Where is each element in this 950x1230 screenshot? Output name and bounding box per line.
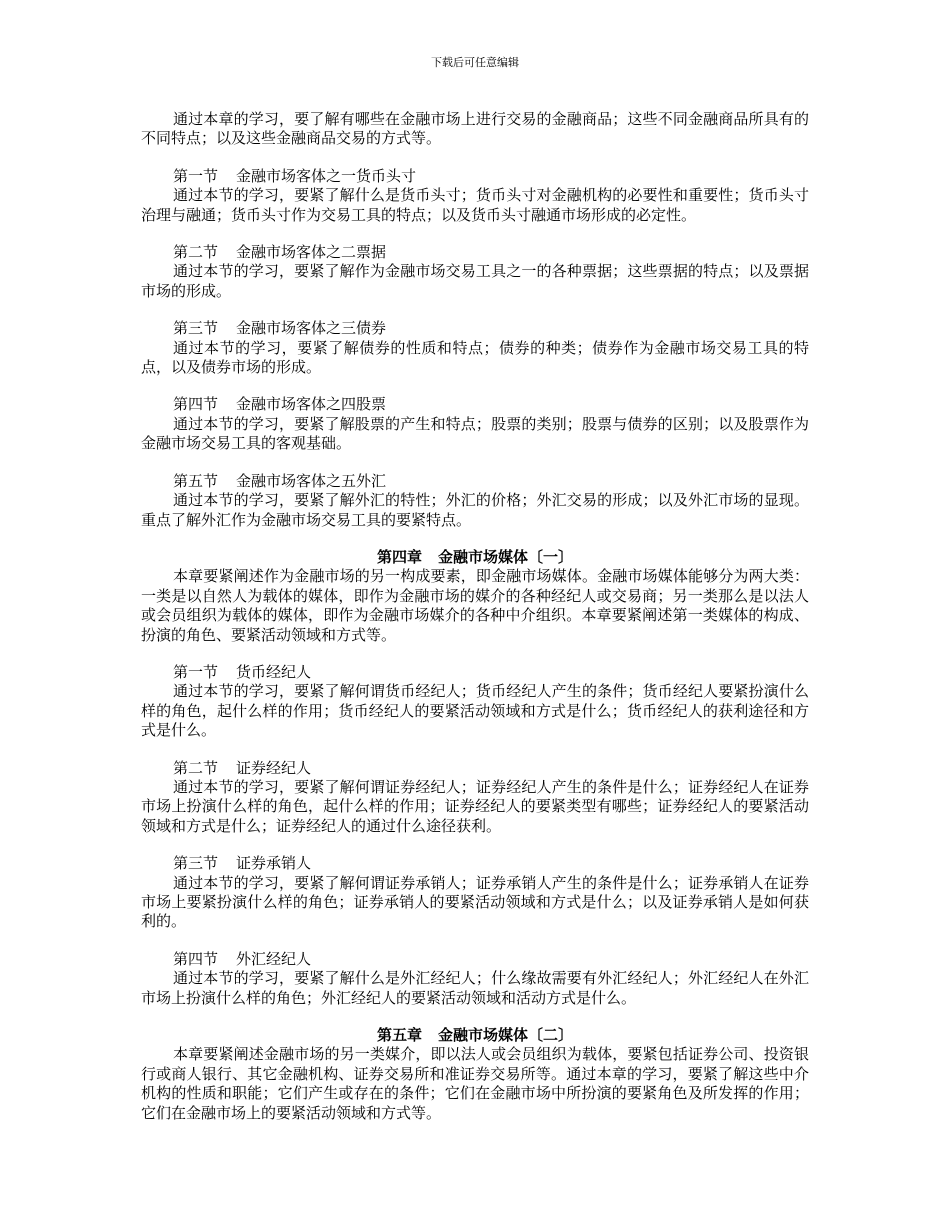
chapter-number: 第五章 bbox=[376, 1026, 422, 1045]
section-text: 通过本节的学习，要紧了解什么是货币头寸；货币头寸对金融机构的必要性和重要性；货币头寸治理与融通；货币头寸作为交易工具的特点；以及货币头寸融通市场形成的必定性。 bbox=[141, 186, 809, 224]
section-number: 第一节 bbox=[173, 662, 219, 681]
ch4-section-4 bbox=[141, 950, 809, 1008]
section-text: 通过本节的学习，要紧了解债券的性质和特点；债券的种类；债券作为金融市场交易工具的特点，以及债券市场的形成。 bbox=[141, 338, 809, 377]
section-name: 货币经纪人 bbox=[236, 662, 312, 681]
section-text: 通过本节的学习，要紧了解何谓证券承销人；证券承销人产生的条件是什么；证券承销人在证券市场上要紧扮演什么样的角色；证券承销人的要紧活动领域和方式是什么；以及证券承销人是如何获利的。 bbox=[141, 873, 809, 931]
section-number: 第二节 bbox=[173, 758, 219, 777]
document-body bbox=[141, 110, 809, 1123]
ch4-section-1 bbox=[141, 663, 809, 741]
section-title bbox=[141, 395, 809, 414]
section-text: 通过本节的学习，要紧了解股票的产生和特点；股票的类别；股票与债券的区别；以及股票作为金融市场交易工具的客观基础。 bbox=[141, 414, 809, 453]
section-name: 证券经纪人 bbox=[236, 758, 312, 777]
section-name: 证券承销人 bbox=[236, 854, 312, 873]
section-text: 通过本节的学习，要紧了解何谓证券经纪人；证券经纪人产生的条件是什么；证券经纪人在证券市场上扮演什么样的角色，起什么样的作用；证券经纪人的要紧类型有哪些；证券经纪人的要紧活动领域和方式是什么；证券经纪人的通过什么途径获利。 bbox=[141, 777, 809, 835]
section-title bbox=[141, 663, 809, 682]
chapter5-title bbox=[141, 1026, 809, 1045]
section-name: 金融市场客体之二票据 bbox=[236, 243, 387, 262]
chapter-name: 金融市场媒体〔二〕 bbox=[438, 1026, 574, 1045]
section-title bbox=[141, 472, 809, 491]
ch3-section-3 bbox=[141, 319, 809, 377]
chapter3-intro: 通过本章的学习，要了解有哪些在金融市场上进行交易的金融商品；这些不同金融商品所具有的不同特点；以及这些金融商品交易的方式等。 bbox=[141, 110, 809, 148]
ch3-section-4 bbox=[141, 395, 809, 453]
section-title bbox=[141, 759, 809, 778]
section-number: 第二节 bbox=[173, 243, 219, 262]
ch3-section-2 bbox=[141, 243, 809, 301]
section-text: 通过本节的学习，要紧了解何谓货币经纪人；货币经纪人产生的条件；货币经纪人要紧扮演什么样的角色，起什么样的作用；货币经纪人的要紧活动领域和方式是什么；货币经纪人的获利途径和方式是什么。 bbox=[141, 682, 809, 740]
section-title bbox=[141, 950, 809, 969]
section-name: 金融市场客体之四股票 bbox=[236, 395, 387, 414]
section-number: 第四节 bbox=[173, 949, 219, 968]
ch3-section-5 bbox=[141, 472, 809, 530]
section-number: 第四节 bbox=[173, 395, 219, 414]
section-title bbox=[141, 319, 809, 338]
ch4-section-2 bbox=[141, 759, 809, 837]
section-number: 第三节 bbox=[173, 319, 219, 338]
page-header: 下载后可任意编辑 bbox=[431, 56, 519, 69]
ch3-section-1 bbox=[141, 167, 809, 225]
chapter-name: 金融市场媒体〔一〕 bbox=[438, 547, 574, 566]
section-text: 通过本节的学习，要紧了解什么是外汇经纪人；什么缘故需要有外汇经纪人；外汇经纪人在外汇市场上扮演什么样的角色；外汇经纪人的要紧活动领域和活动方式是什么。 bbox=[141, 969, 809, 1007]
section-number: 第一节 bbox=[173, 166, 219, 185]
section-title bbox=[141, 167, 809, 186]
chapter4-title bbox=[141, 548, 809, 567]
section-number: 第五节 bbox=[173, 471, 219, 490]
section-name: 金融市场客体之一货币头寸 bbox=[236, 166, 417, 185]
section-text: 通过本节的学习，要紧了解作为金融市场交易工具之一的各种票据；这些票据的特点；以及票据市场的形成。 bbox=[141, 262, 809, 300]
section-title bbox=[141, 854, 809, 873]
chapter5-intro: 本章要紧阐述金融市场的另一类媒介，即以法人或会员组织为载体，要紧包括证券公司、投资银行或商人银行、其它金融机构、证券交易所和准证券交易所等。通过本章的学习，要紧了解这些中介机构的性质和职能；它们产生或存在的条件；它们在金融市场中所扮演的要紧角色及所发挥的作用；它们在金融市场上的要紧活动领域和方式等。 bbox=[141, 1045, 809, 1122]
section-number: 第三节 bbox=[173, 854, 219, 873]
chapter-number: 第四章 bbox=[376, 547, 422, 566]
ch4-section-3 bbox=[141, 854, 809, 932]
section-name: 金融市场客体之五外汇 bbox=[236, 471, 387, 490]
section-name: 金融市场客体之三债券 bbox=[236, 319, 387, 338]
chapter4-intro: 本章要紧阐述作为金融市场的另一构成要素，即金融市场媒体。金融市场媒体能够分为两大类：一类是以自然人为载体的媒体，即作为金融市场的媒介的各种经纪人或交易商；另一类那么是以法人或会员组织为载体的媒体，即作为金融市场媒介的各种中介组织。本章要紧阐述第一类媒体的构成、扮演的角色、要紧活动领域和方式等。 bbox=[141, 567, 809, 644]
section-text: 通过本节的学习，要紧了解外汇的特性；外汇的价格；外汇交易的形成；以及外汇市场的显现。重点了解外汇作为金融市场交易工具的要紧特点。 bbox=[141, 491, 809, 529]
section-title bbox=[141, 243, 809, 262]
section-name: 外汇经纪人 bbox=[236, 949, 312, 968]
